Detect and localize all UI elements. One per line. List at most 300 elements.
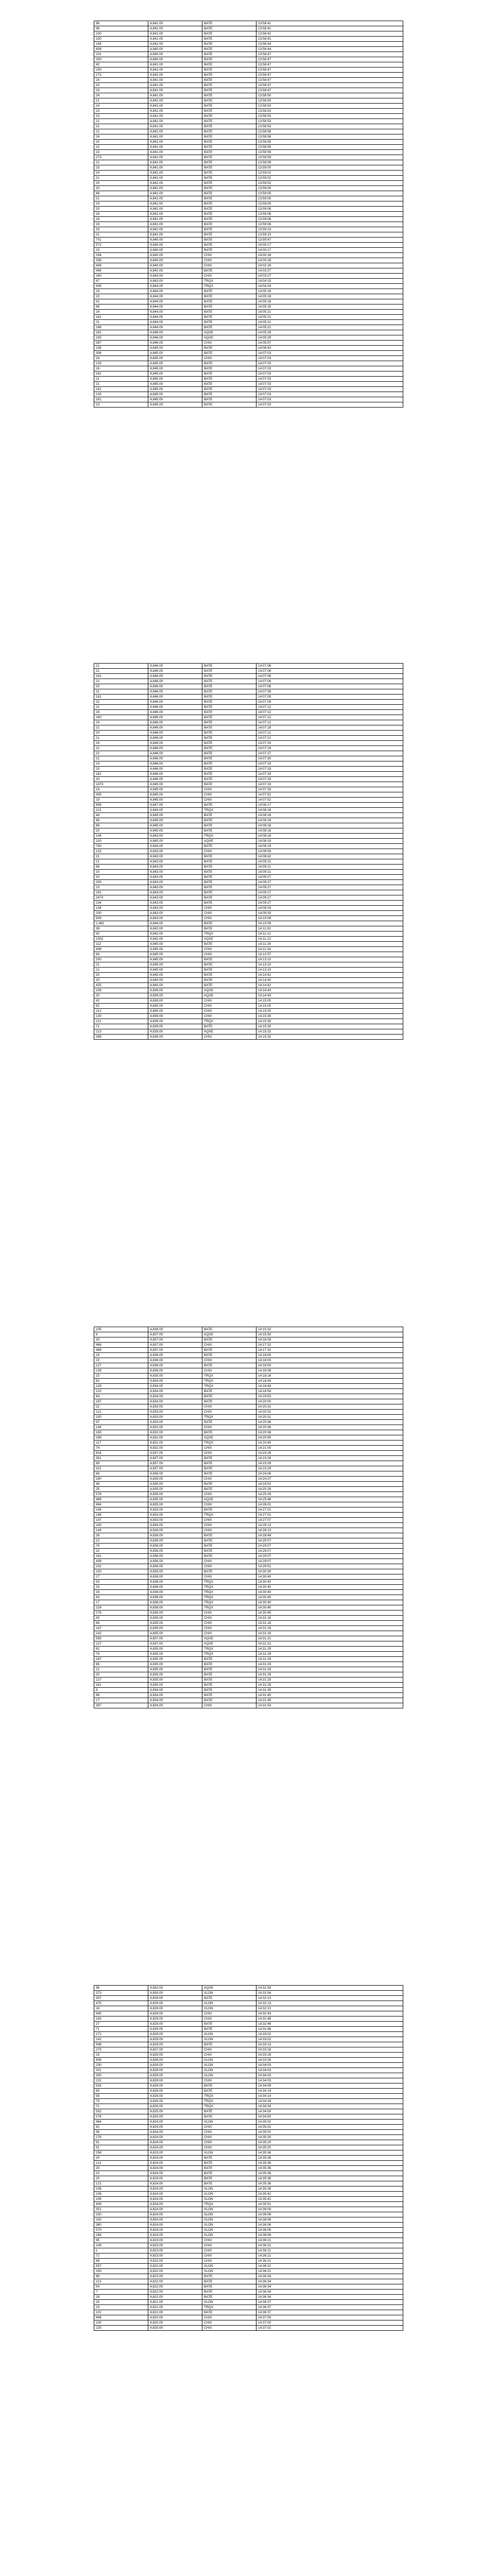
cell-price: 4,846.00 [148,330,202,335]
cell-volume: 109 [94,2197,148,2202]
cell-venue: BATE [202,1466,256,1471]
cell-price: 4,833.00 [148,1513,202,1518]
trades-table-4 [94,1985,403,2331]
cell-time: 14:09:27 [256,885,403,890]
table-row [94,171,403,176]
table-row [94,1564,403,1569]
cell-price: 4,845.00 [148,823,202,828]
cell-volume: 21 [94,859,148,865]
cell-volume: 146 [94,1507,148,1513]
table-row [94,124,403,129]
cell-time: 14:33:18 [256,2053,403,2058]
cell-volume: 76 [94,1544,148,1549]
table-row [94,346,403,351]
cell-time: 14:30:45 [256,1611,403,1616]
table-row [94,1502,403,1507]
table-row [94,2207,403,2212]
cell-time: 14:32:13 [256,2001,403,2006]
cell-time: 14:03:27 [256,268,403,274]
cell-time: 14:20:31 [256,1410,403,1415]
cell-time: 14:30:30 [256,1569,403,1574]
cell-price: 4,834.00 [148,1528,202,1533]
cell-price: 4,835.00 [148,1677,202,1683]
cell-time: 14:09:21 [256,865,403,870]
cell-time: 14:28:49 [256,1533,403,1538]
table-row [94,2259,403,2264]
table-row [94,813,403,818]
cell-price: 4,841.00 [148,42,202,47]
cell-time: 14:31:21 [256,1636,403,1641]
table-row [94,274,403,279]
table-row [94,1698,403,1703]
cell-price: 4,841.00 [148,217,202,222]
table-row [94,26,403,31]
cell-price: 4,823.00 [148,2150,202,2156]
cell-price: 4,829.00 [148,2078,202,2083]
cell-time: 14:36:21 [256,2248,403,2253]
cell-time: 14:07:30 [256,756,403,761]
table-row [94,2001,403,2006]
cell-venue: TRQX [202,1415,256,1420]
cell-time: 14:11:12 [256,931,403,937]
cell-price: 4,836.00 [148,1533,202,1538]
cell-venue: CHIX [202,1564,256,1569]
cell-time: 14:35:36 [256,2187,403,2192]
cell-price: 4,824.00 [148,2140,202,2145]
cell-price: 4,846.00 [148,674,202,679]
cell-volume: 21 [94,176,148,181]
cell-price: 4,835.00 [148,1667,202,1672]
cell-time: 14:10:09 [256,921,403,926]
cell-time: 14:18:00 [256,1353,403,1358]
cell-volume: 435 [94,284,148,289]
cell-volume: 321 [94,1466,148,1471]
cell-time: 14:34:50 [256,2114,403,2120]
cell-price: 4,821.00 [148,2300,202,2305]
cell-price: 4,839.00 [148,1029,202,1035]
table-row [94,1559,403,1564]
cell-price: 4,840.00 [148,1004,202,1009]
cell-venue: BATE [202,962,256,968]
table-row [94,2058,403,2063]
cell-volume: 234 [94,901,148,906]
cell-volume: 149 [94,2243,148,2248]
cell-venue: CHIX [202,2078,256,2083]
cell-time: 13:59:08 [256,212,403,217]
cell-volume: 438 [94,1559,148,1564]
cell-price: 4,841.00 [148,31,202,37]
cell-price: 4,841.00 [148,155,202,160]
cell-price: 4,840.00 [148,253,202,258]
table-row [94,165,403,171]
table-row [94,1487,403,1492]
cell-volume: 6 [94,1332,148,1337]
cell-venue: BATE [202,366,256,371]
table-row [94,1667,403,1672]
cell-venue: BATE [202,818,256,823]
cell-time: 14:05:18 [256,299,403,304]
table-row [94,52,403,57]
cell-price: 4,829.00 [148,2022,202,2027]
cell-time: 13:59:05 [256,196,403,201]
cell-time: 14:36:06 [256,2223,403,2228]
cell-venue: CHIX [202,2145,256,2150]
cell-price: 4,843.00 [148,895,202,901]
table-row [94,2274,403,2279]
cell-volume: 20 [94,684,148,689]
cell-price: 4,826.00 [148,2104,202,2109]
table-row [94,1693,403,1698]
cell-venue: BATE [202,2176,256,2181]
cell-time: 14:07:18 [256,725,403,731]
cell-volume: 200 [94,2073,148,2078]
cell-price: 4,845.00 [148,392,202,397]
cell-volume: 212 [94,1009,148,1014]
cell-price: 4,824.00 [148,2130,202,2135]
cell-venue: BATE [202,1693,256,1698]
table-row [94,1466,403,1471]
cell-venue: BATE [202,2114,256,2120]
cell-venue: BATE [202,62,256,67]
cell-venue: BATE [202,134,256,140]
table-row [94,1435,403,1440]
cell-venue: BATE [202,299,256,304]
cell-volume: 201 [94,2068,148,2073]
cell-venue: XLON [202,2063,256,2068]
cell-time: 13:59:23 [256,232,403,238]
cell-price: 4,841.00 [148,191,202,196]
table-row [94,1482,403,1487]
cell-volume: 160 [94,1430,148,1435]
table-row [94,315,403,320]
table-row [94,911,403,916]
cell-venue: TRQX [202,1374,256,1379]
cell-volume: 128 [94,1368,148,1374]
cell-volume: 24 [94,83,148,88]
cell-volume: 161 [94,397,148,402]
cell-price: 4,834.00 [148,1379,202,1384]
cell-time: 14:20:40 [256,1435,403,1440]
cell-venue: CHIX [202,1502,256,1507]
cell-price: 4,824.00 [148,2135,202,2140]
cell-time: 14:07:06 [256,679,403,684]
cell-price: 4,834.00 [148,1399,202,1404]
cell-volume: 373 [94,1991,148,1996]
cell-venue: TRQX [202,1019,256,1024]
cell-time: 14:36:34 [256,2284,403,2290]
cell-volume: 23 [94,402,148,408]
cell-venue: BATE [202,679,256,684]
table-row [94,1647,403,1652]
cell-price: 4,842.00 [148,926,202,931]
cell-price: 4,824.00 [148,2223,202,2228]
cell-time: 13:59:05 [256,201,403,207]
cell-price: 4,830.00 [148,1991,202,1996]
cell-venue: TRQX [202,2104,256,2109]
cell-volume: 336 [94,258,148,263]
cell-price: 4,846.00 [148,736,202,741]
cell-venue: BATE [202,669,256,674]
table-row [94,222,403,227]
cell-venue: BATE [202,901,256,906]
cell-volume: 20 [94,207,148,212]
cell-time: 13:58:56 [256,134,403,140]
table-row [94,2120,403,2125]
cell-volume: 23 [94,885,148,890]
cell-venue: TRQX [202,1585,256,1590]
cell-volume: 21 [94,124,148,129]
cell-venue: XLON [202,2269,256,2274]
cell-time: 14:31:59 [256,1986,403,1991]
cell-venue: BATE [202,325,256,330]
cell-volume: 74 [94,1652,148,1657]
cell-venue: BATE [202,1363,256,1368]
cell-volume: 186 [94,325,148,330]
cell-time: 14:35:51 [256,2202,403,2207]
cell-venue: AQXE [202,1641,256,1647]
cell-volume: 23 [94,2305,148,2310]
cell-volume: 21 [94,196,148,201]
cell-time: 13:59:05 [256,186,403,191]
cell-venue: TRQX [202,2202,256,2207]
cell-volume: 160 [94,1477,148,1482]
cell-time: 14:07:24 [256,741,403,746]
cell-venue: XLON [202,2264,256,2269]
table-row [94,2269,403,2274]
cell-volume: 23 [94,109,148,114]
cell-time: 14:25:46 [256,1497,403,1502]
table-row [94,320,403,325]
cell-venue: BATE [202,93,256,98]
cell-price: 4,840.00 [148,258,202,263]
cell-volume: 196 [94,1435,148,1440]
cell-price: 4,846.00 [148,669,202,674]
cell-time: 14:05:18 [256,289,403,294]
cell-time: 13:59:05 [256,191,403,196]
table-row [94,31,403,37]
cell-time: 14:11:12 [256,937,403,942]
table-row [94,1636,403,1641]
cell-volume: 66 [94,818,148,823]
table-row [94,1471,403,1477]
cell-time: 13:58:41 [256,21,403,26]
cell-price: 4,829.00 [148,2063,202,2068]
cell-venue: BATE [202,823,256,828]
cell-volume: 274 [94,2114,148,2120]
cell-price: 4,824.00 [148,2145,202,2150]
cell-volume: 92 [94,2125,148,2130]
cell-venue: XLON [202,2300,256,2305]
cell-price: 4,843.00 [148,865,202,870]
cell-price: 4,841.00 [148,98,202,104]
cell-venue: BATE [202,2290,256,2295]
cell-time: 14:08:18 [256,813,403,818]
cell-volume: 74 [94,1446,148,1451]
cell-volume: 608 [94,2058,148,2063]
cell-venue: BATE [202,1688,256,1693]
cell-venue: BATE [202,155,256,160]
cell-price: 4,841.00 [148,232,202,238]
cell-price: 4,844.00 [148,310,202,315]
table-row [94,1605,403,1611]
cell-price: 4,841.00 [148,37,202,42]
cell-price: 4,824.00 [148,2233,202,2238]
cell-price: 4,835.00 [148,1497,202,1502]
cell-volume: 140 [94,1523,148,1528]
cell-price: 4,832.00 [148,1425,202,1430]
cell-volume: 42 [94,998,148,1004]
cell-price: 4,822.00 [148,2274,202,2279]
table-row [94,1641,403,1647]
table-row [94,2022,403,2027]
cell-time: 14:31:16 [256,1626,403,1631]
cell-price: 4,843.00 [148,901,202,906]
cell-volume: 100 [94,67,148,73]
cell-price: 4,846.00 [148,731,202,736]
table-row [94,1332,403,1337]
cell-price: 4,847.00 [148,803,202,808]
cell-time: 14:07:03 [256,402,403,408]
table-row [94,62,403,67]
table-row [94,2130,403,2135]
cell-volume: 275 [94,2047,148,2053]
cell-venue: CHIX [202,2259,256,2264]
cell-venue: BATE [202,741,256,746]
cell-price: 4,832.00 [148,1430,202,1435]
cell-price: 4,821.00 [148,2305,202,2310]
cell-price: 4,838.00 [148,1590,202,1595]
table-row [94,42,403,47]
cell-price: 4,823.00 [148,2238,202,2243]
table-row [94,134,403,140]
cell-volume: 2473 [94,895,148,901]
table-row [94,921,403,926]
cell-price: 4,846.00 [148,335,202,341]
table-row [94,268,403,274]
cell-price: 4,835.00 [148,1631,202,1636]
cell-price: 4,824.00 [148,2156,202,2161]
cell-volume: 21 [94,377,148,382]
cell-venue: BATE [202,720,256,725]
cell-venue: BATE [202,2156,256,2161]
cell-venue: TRQX [202,284,256,289]
cell-venue: BATE [202,700,256,705]
cell-volume: 69 [94,1461,148,1466]
table-row [94,854,403,859]
cell-price: 4,829.00 [148,1996,202,2001]
table-row [94,880,403,885]
cell-time: 14:35:02 [256,2130,403,2135]
cell-venue: BATE [202,320,256,325]
cell-time: 14:00:18 [256,253,403,258]
table-row [94,2310,403,2315]
cell-time: 14:14:42 [256,978,403,983]
cell-price: 4,840.00 [148,978,202,983]
cell-price: 4,841.00 [148,67,202,73]
table-row [94,968,403,973]
cell-price: 4,844.00 [148,808,202,813]
cell-volume: 41 [94,299,148,304]
cell-time: 14:07:27 [256,751,403,756]
table-row [94,1544,403,1549]
cell-time: 14:33:28 [256,2058,403,2063]
table-row [94,114,403,119]
cell-time: 14:00:17 [256,248,403,253]
cell-volume: 489 [94,1497,148,1502]
cell-price: 4,843.00 [148,890,202,895]
cell-volume: 160 [94,715,148,720]
table-row [94,129,403,134]
table-row [94,1574,403,1580]
cell-venue: BATE [202,160,256,165]
cell-venue: CHIX [202,798,256,803]
table-row [94,715,403,720]
table-row [94,1621,403,1626]
cell-venue: BATE [202,2171,256,2176]
cell-venue: BATE [202,1507,256,1513]
cell-price: 4,836.00 [148,1559,202,1564]
cell-price: 4,842.00 [148,931,202,937]
table-row [94,341,403,346]
cell-price: 4,837.00 [148,1641,202,1647]
cell-time: 14:07:21 [256,731,403,736]
cell-price: 4,834.00 [148,1389,202,1394]
cell-volume: 100 [94,1415,148,1420]
cell-price: 4,846.00 [148,741,202,746]
cell-time: 14:16:09 [256,1337,403,1343]
table-row [94,1024,403,1029]
cell-price: 4,824.00 [148,2197,202,2202]
table-row [94,1595,403,1600]
cell-price: 4,835.00 [148,1487,202,1492]
cell-time: 14:31:29 [256,1688,403,1693]
cell-venue: BATE [202,854,256,859]
cell-volume: 367 [94,341,148,346]
cell-volume: 24 [94,217,148,222]
cell-volume: 484 [94,2120,148,2125]
cell-price: 4,845.00 [148,818,202,823]
cell-price: 4,829.00 [148,2042,202,2047]
cell-venue: CHIX [202,2016,256,2022]
cell-venue: CHIX [202,1035,256,1040]
cell-time: 14:07:52 [256,792,403,798]
cell-volume: 24 [94,720,148,725]
cell-venue: CHIX [202,1446,256,1451]
cell-price: 4,844.00 [148,844,202,849]
table-row [94,2315,403,2320]
cell-time: 14:32:04 [256,1991,403,1996]
cell-price: 4,840.00 [148,238,202,243]
cell-time: 14:09:21 [256,870,403,875]
cell-venue: BATE [202,2027,256,2032]
cell-venue: BATE [202,2089,256,2094]
cell-price: 4,841.00 [148,145,202,150]
cell-venue: CHIX [202,911,256,916]
cell-price: 4,842.00 [148,937,202,942]
cell-volume: 66 [94,1662,148,1667]
cell-time: 14:05:29 [256,335,403,341]
cell-price: 4,834.00 [148,1384,202,1389]
table-row [94,1014,403,1019]
cell-time: 14:25:29 [256,1492,403,1497]
cell-volume: 17 [94,1698,148,1703]
table-row [94,57,403,62]
table-row [94,746,403,751]
cell-time: 14:08:18 [256,818,403,823]
table-row [94,2238,403,2243]
cell-time: 13:59:08 [256,207,403,212]
cell-time: 14:30:40 [256,1585,403,1590]
